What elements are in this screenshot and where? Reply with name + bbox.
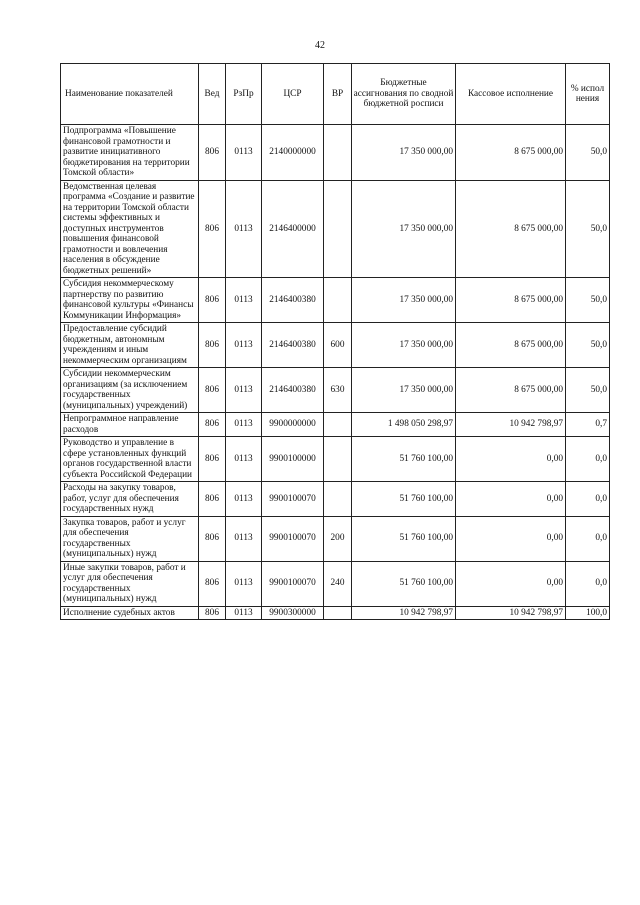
cell-csr: 9900300000 [262,606,324,620]
cell-rzpr: 0113 [226,368,262,413]
cell-ved: 806 [199,180,226,278]
cell-cash: 8 675 000,00 [456,278,566,323]
cell-budget: 17 350 000,00 [352,368,456,413]
cell-rzpr: 0113 [226,516,262,561]
budget-execution-table [60,63,610,620]
column-header-cash: Кассовое исполнение [456,64,566,125]
cell-vr: 240 [324,561,352,606]
cell-vr [324,125,352,181]
table-row [61,180,610,278]
cell-csr: 2146400000 [262,180,324,278]
cell-percent: 0,0 [566,516,610,561]
cell-budget: 51 760 100,00 [352,561,456,606]
cell-name: Руководство и управление в сфере установленных функций органов государственной власти субъекта Российской Федерации [61,437,199,482]
cell-name: Непрограммное направление расходов [61,413,199,437]
table-row [61,125,610,181]
cell-name: Субсидии некоммерческим организациям (за исключением государственных (муниципальных) учреждений) [61,368,199,413]
cell-name: Исполнение судебных актов [61,606,199,620]
column-header-vr: ВР [324,64,352,125]
cell-vr: 200 [324,516,352,561]
cell-budget: 51 760 100,00 [352,516,456,561]
cell-ved: 806 [199,437,226,482]
cell-rzpr: 0113 [226,413,262,437]
cell-vr [324,437,352,482]
cell-name: Расходы на закупку товаров, работ, услуг для обеспечения государственных нужд [61,482,199,517]
cell-budget: 10 942 798,97 [352,606,456,620]
table-row [61,516,610,561]
cell-budget: 51 760 100,00 [352,437,456,482]
cell-ved: 806 [199,278,226,323]
cell-budget: 17 350 000,00 [352,278,456,323]
table-row [61,606,610,620]
cell-percent: 50,0 [566,323,610,368]
cell-cash: 8 675 000,00 [456,125,566,181]
page-number: 42 [315,40,325,51]
cell-percent: 50,0 [566,180,610,278]
cell-ved: 806 [199,413,226,437]
column-header-ved: Вед [199,64,226,125]
cell-name: Закупка товаров, работ и услуг для обеспечения государственных (муниципальных) нужд [61,516,199,561]
table-row [61,413,610,437]
table-row [61,323,610,368]
cell-cash: 0,00 [456,561,566,606]
cell-rzpr: 0113 [226,561,262,606]
cell-rzpr: 0113 [226,482,262,517]
cell-name: Подпрограмма «Повышение финансовой грамотности и развитие инициативного бюджетирования на территории Томской области» [61,125,199,181]
cell-cash: 10 942 798,97 [456,606,566,620]
cell-percent: 50,0 [566,278,610,323]
cell-rzpr: 0113 [226,180,262,278]
cell-percent: 0,0 [566,437,610,482]
cell-percent: 100,0 [566,606,610,620]
table-row [61,278,610,323]
cell-csr: 2146400380 [262,368,324,413]
cell-csr: 2146400380 [262,323,324,368]
cell-vr [324,180,352,278]
cell-name: Ведомственная целевая программа «Создание и развитие на территории Томской области системы эффективных и доступных инструментов повышения финансовой грамотности и вовлечения населения в обсуждение бюджетных решений» [61,180,199,278]
cell-cash: 8 675 000,00 [456,368,566,413]
cell-name: Субсидия некоммерческому партнерству по развитию финансовой культуры «Финансы Коммуникации Информация» [61,278,199,323]
cell-rzpr: 0113 [226,125,262,181]
table-row [61,482,610,517]
cell-budget: 51 760 100,00 [352,482,456,517]
table-row [61,368,610,413]
cell-rzpr: 0113 [226,278,262,323]
cell-csr: 9900100000 [262,437,324,482]
cell-vr [324,278,352,323]
table-header-row [61,64,610,125]
cell-csr: 2146400380 [262,278,324,323]
cell-ved: 806 [199,323,226,368]
cell-percent: 0,0 [566,482,610,517]
cell-vr: 600 [324,323,352,368]
cell-percent: 50,0 [566,368,610,413]
cell-ved: 806 [199,606,226,620]
cell-percent: 50,0 [566,125,610,181]
cell-name: Предоставление субсидий бюджетным, автономным учреждениям и иным некоммерческим организациям [61,323,199,368]
cell-cash: 8 675 000,00 [456,323,566,368]
column-header-csr: ЦСР [262,64,324,125]
cell-ved: 806 [199,125,226,181]
cell-budget: 17 350 000,00 [352,180,456,278]
table-row [61,437,610,482]
cell-csr: 2140000000 [262,125,324,181]
column-header-percent: % испол нения [566,64,610,125]
cell-vr [324,482,352,517]
cell-csr: 9900100070 [262,482,324,517]
cell-csr: 9900100070 [262,516,324,561]
cell-ved: 806 [199,482,226,517]
cell-budget: 17 350 000,00 [352,323,456,368]
cell-rzpr: 0113 [226,437,262,482]
cell-vr [324,606,352,620]
column-header-rzpr: РзПр [226,64,262,125]
cell-cash: 8 675 000,00 [456,180,566,278]
cell-csr: 9900100070 [262,561,324,606]
cell-csr: 9900000000 [262,413,324,437]
cell-vr [324,413,352,437]
cell-budget: 1 498 050 298,97 [352,413,456,437]
cell-rzpr: 0113 [226,323,262,368]
cell-cash: 10 942 798,97 [456,413,566,437]
cell-percent: 0,7 [566,413,610,437]
table-body [61,125,610,620]
column-header-name: Наименование показателей [61,64,199,125]
cell-budget: 17 350 000,00 [352,125,456,181]
column-header-budget: Бюджетные ассигнования по сводной бюджетной росписи [352,64,456,125]
cell-vr: 630 [324,368,352,413]
cell-percent: 0,0 [566,561,610,606]
cell-cash: 0,00 [456,516,566,561]
cell-cash: 0,00 [456,482,566,517]
cell-ved: 806 [199,516,226,561]
cell-ved: 806 [199,561,226,606]
cell-rzpr: 0113 [226,606,262,620]
cell-ved: 806 [199,368,226,413]
cell-cash: 0,00 [456,437,566,482]
cell-name: Иные закупки товаров, работ и услуг для обеспечения государственных (муниципальных) нужд [61,561,199,606]
table-row [61,561,610,606]
